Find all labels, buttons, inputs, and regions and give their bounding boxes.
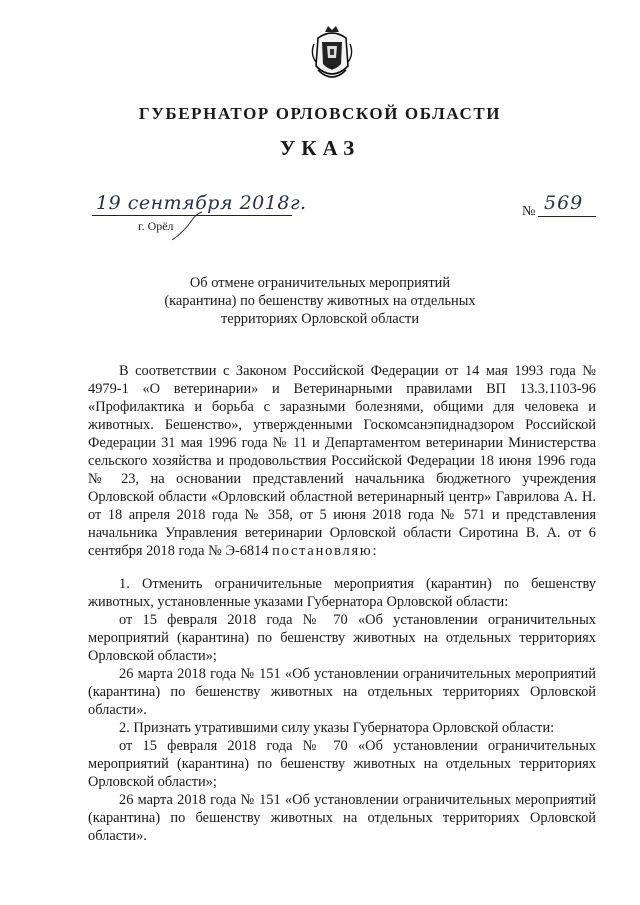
document-type: УКАЗ [279,136,361,160]
document-subject [150,274,490,328]
decree-paragraph: от 15 февраля 2018 года № 70 «Об установлении ограничительных мероприятий (карантина) по бешенству животных на отдельных территориях Орловской области»; [88,738,596,790]
number-handwritten: 569 [544,192,584,214]
subject-line: (карантина) по бешенству животных на отдельных [164,293,476,309]
number-prefix: № [522,204,536,219]
preamble [88,362,596,560]
decree-keyword: постановляю: [272,543,379,559]
decree-paragraph: 26 марта 2018 года № 151 «Об установлении ограничительных мероприятий (карантина) по бешенству животных на отдельных территориях Орловской области». [88,666,596,718]
decree-paragraph: от 15 февраля 2018 года № 70 «Об установлении ограничительных мероприятий (карантина) по бешенству животных на отдельных территориях Орловской области»; [88,612,596,664]
decree-paragraph: 2. Признать утратившими силу указы Губернатора Орловской области: [119,720,555,736]
decree-paragraph: 26 марта 2018 года № 151 «Об установлении ограничительных мероприятий (карантина) по бешенству животных на отдельных территориях Орловской области». [88,792,596,844]
preamble-text: В соответствии с Законом Российской Федерации от 14 мая 1993 года № 4979-1 «О ветеринарии» и Ветеринарными правилами ВП 13.3.1103-96 «Профилактика и борьба с заразными болезнями, общими для человека и животных. Бешенство», утвержденными Госкомсанэпиднадзором Российской Федерации 31 мая 1996 года № 11 и Департаментом ветеринарии Министерства сельского хозяйства и продовольствия Российской Федерации 18 июня 1996 года № 23, на основании представлений начальника бюджетного учреждения Орловской области «Орловский областной ветеринарный центр» Гаврилова А. Н. от 18 апреля 2018 года № 358, от 5 июня 2018 года № 571 и представления начальника Управления ветеринарии Орловской области Сиротина В. А. от 6 сентября 2018 года № Э-6814 [88,363,596,559]
decree-body [88,575,596,845]
subject-line: территориях Орловской области [220,311,420,327]
subject-line: Об отмене ограничительных мероприятий [189,275,451,291]
date-handwritten: 19 сентября 2018г. [96,192,307,214]
coat-of-arms-icon [308,24,356,86]
decree-paragraph: 1. Отменить ограничительные мероприятия (карантин) по бешенству животных, установленные указами Губернатора Орловской области: [88,576,596,610]
signature-stroke [170,210,204,244]
number-underline [538,216,596,217]
city: г. Орёл [138,219,174,233]
preamble-paragraph [88,362,596,560]
issuing-authority: ГУБЕРНАТОР ОРЛОВСКОЙ ОБЛАСТИ [138,104,502,123]
